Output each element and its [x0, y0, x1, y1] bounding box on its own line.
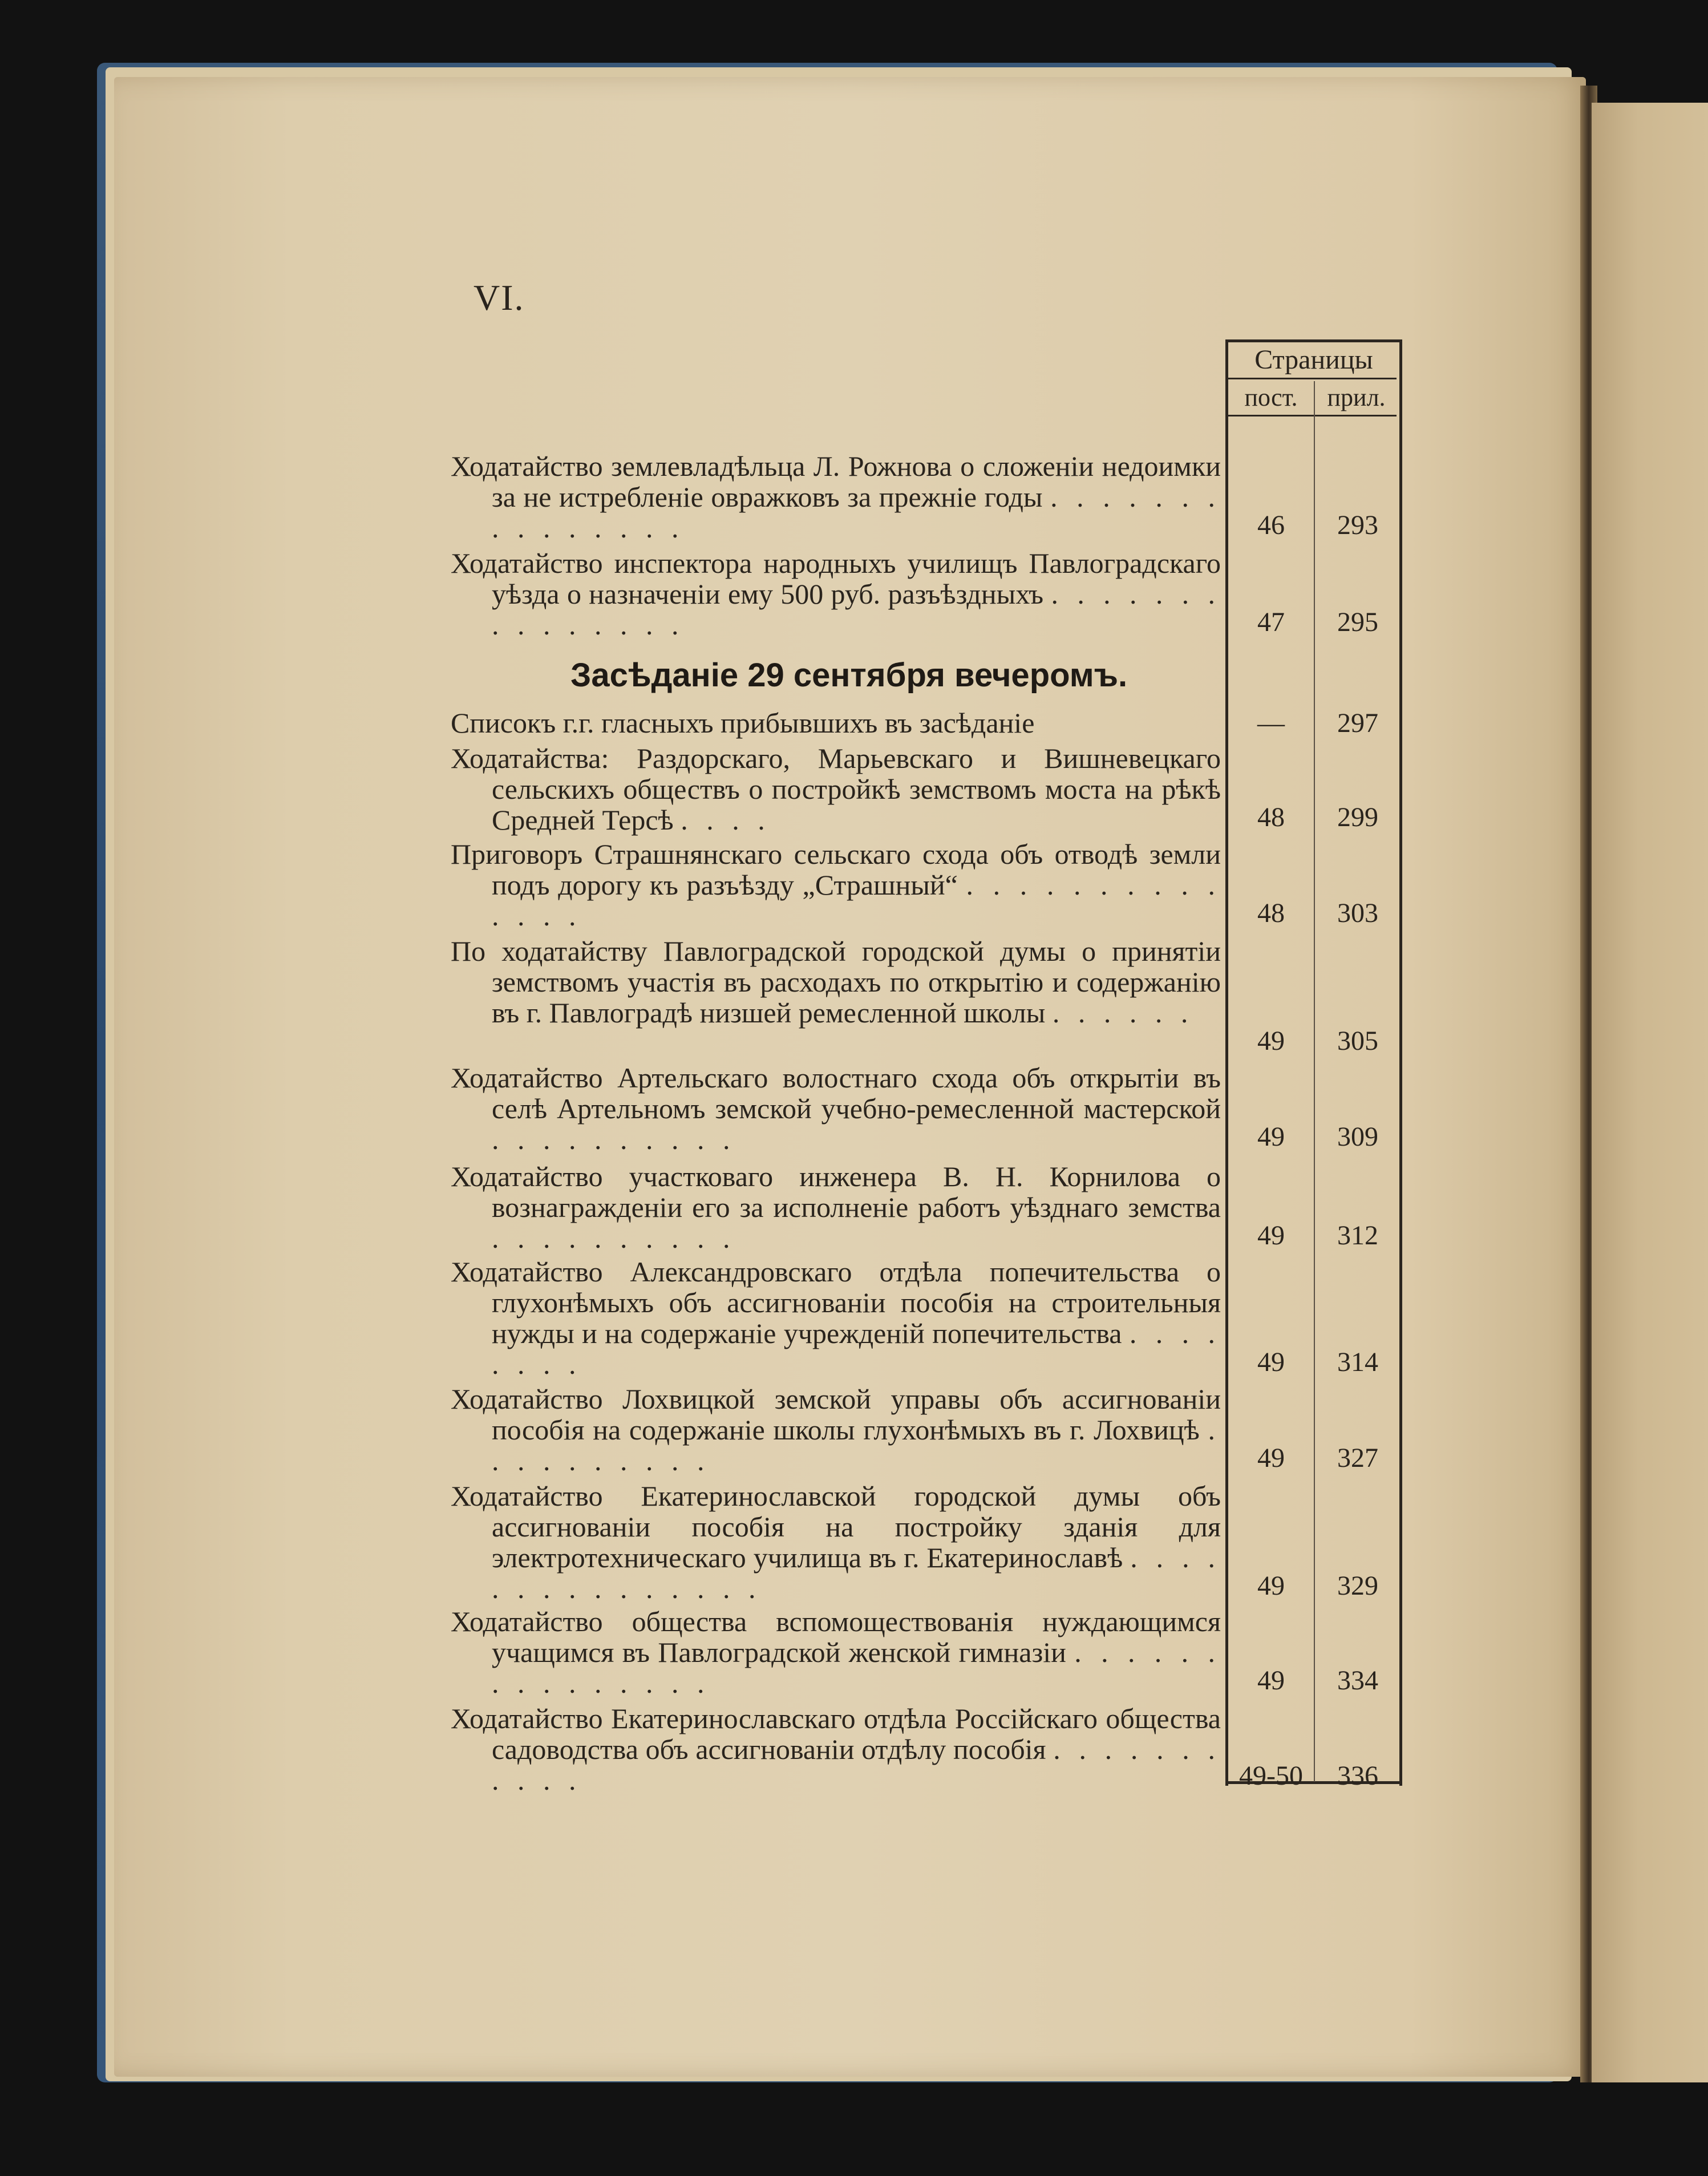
entry-text: Ходатайство Александровскаго отдѣла попечительства о глухонѣмыхъ объ ассигнованіи пособія на строительныя нужды и на содержаніе учрежденій попечительства . . . . . . . .: [451, 1256, 1221, 1380]
entry-pos-page: 49: [1257, 1122, 1285, 1152]
entry-pos-page: 49-50: [1239, 1761, 1303, 1791]
entry-pos-page: 49: [1257, 1665, 1285, 1696]
header-rule: [1228, 378, 1397, 379]
column-header-pos: пост.: [1244, 383, 1298, 411]
entry-text: Ходатайство участковаго инженера В. Н. Корнилова о вознагражденіи его за исполненіе работъ уѣзднаго земства . . . . . . . . . .: [451, 1160, 1221, 1254]
entry-app-page: 305: [1337, 1026, 1378, 1056]
entry-text: Ходатайство общества вспомоществованія нуждающимся учащимся въ Павлоградской женской гимназіи . . . . . . . . . . . . . . .: [451, 1605, 1221, 1699]
entry-pos-page: 49: [1257, 1026, 1285, 1056]
entry-text: Приговоръ Страшнянскаго сельскаго схода объ отводѣ земли подъ дорогу къ разъѣзду „Страшный“ . . . . . . . . . . . . . .: [451, 838, 1221, 932]
entry-app-page: 312: [1337, 1220, 1378, 1251]
facing-page-edge: [1592, 103, 1708, 2082]
entry-text: Ходатайство инспектора народныхъ училищъ Павлоградскаго уѣзда о назначеніи ему 500 руб. разъѣздныхъ . . . . . . . . . . . . . . .: [451, 547, 1221, 641]
entry-text: Ходатайство Лохвицкой земской управы объ ассигнованіи пособія на содержаніе школы глухонѣмыхъ въ г. Лохвицѣ . . . . . . . . . .: [451, 1383, 1221, 1477]
entry-app-page: 336: [1337, 1761, 1378, 1791]
entry-app-page: 297: [1337, 708, 1378, 738]
entry-pos-page: 46: [1257, 510, 1285, 540]
entry-pos-page: 48: [1257, 898, 1285, 928]
entry-text: Ходатайство Артельскаго волостнаго схода объ открытіи въ селѣ Артельномъ земской учебно-ремесленной мастерской . . . . . . . . . .: [451, 1062, 1221, 1155]
section-heading: Засѣданіе 29 сентября вечеромъ.: [570, 657, 1128, 694]
entry-text: По ходатайству Павлоградской городской думы о принятіи земствомъ участія въ расходахъ по открытію и содержанію въ г. Павлоградѣ низшей ремесленной школы . . . . . .: [451, 935, 1221, 1029]
entry-text: Ходатайство Екатеринославскаго отдѣла Россійскаго общества садоводства объ ассигнованіи отдѣлу пособія . . . . . . . . . . .: [451, 1702, 1221, 1796]
page-folio: VI.: [473, 277, 525, 318]
column-header-app: прил.: [1327, 383, 1386, 411]
entry-app-page: 299: [1337, 802, 1378, 832]
entry-pos-page: 48: [1257, 802, 1285, 832]
entry-pos-page: 49: [1257, 1571, 1285, 1601]
entry-pos-page: 49: [1257, 1347, 1285, 1377]
entry-app-page: 295: [1337, 607, 1378, 637]
entry-app-page: 334: [1337, 1665, 1378, 1696]
entry-pos-page: 49: [1257, 1443, 1285, 1473]
entry-app-page: 314: [1337, 1347, 1378, 1377]
entry-app-page: 329: [1337, 1571, 1378, 1601]
entry-text: Списокъ г.г. гласныхъ прибывшихъ въ засѣданіе: [451, 707, 1035, 739]
subheader-rule: [1228, 415, 1397, 416]
entry-text: Ходатайства: Раздорскаго, Марьевскаго и Вишневецкаго сельскихъ обществъ о постройкѣ земствомъ моста на рѣкѣ Средней Терсѣ . . . .: [451, 742, 1221, 836]
entry-text: Ходатайство землевладѣльца Л. Рожнова о сложеніи недоимки за не истребленіе овражковъ за прежніе годы . . . . . . . . . . . . . . .: [451, 450, 1221, 544]
entry-pos-page: 49: [1257, 1220, 1285, 1251]
entry-app-page: 309: [1337, 1122, 1378, 1152]
entry-text: Ходатайство Екатеринославской городской думы объ ассигнованіи пособія на постройку зданія для электротехническаго училища въ г. Екатеринославѣ . . . . . . . . . . . . . . .: [451, 1480, 1221, 1604]
entry-app-page: 327: [1337, 1443, 1378, 1473]
entry-pos-page: 47: [1257, 607, 1285, 637]
entry-app-page: 303: [1337, 898, 1378, 928]
entry-app-page: 293: [1337, 510, 1378, 540]
pages-column-header: Страницы: [1254, 345, 1373, 375]
entry-pos-page: —: [1257, 708, 1285, 738]
